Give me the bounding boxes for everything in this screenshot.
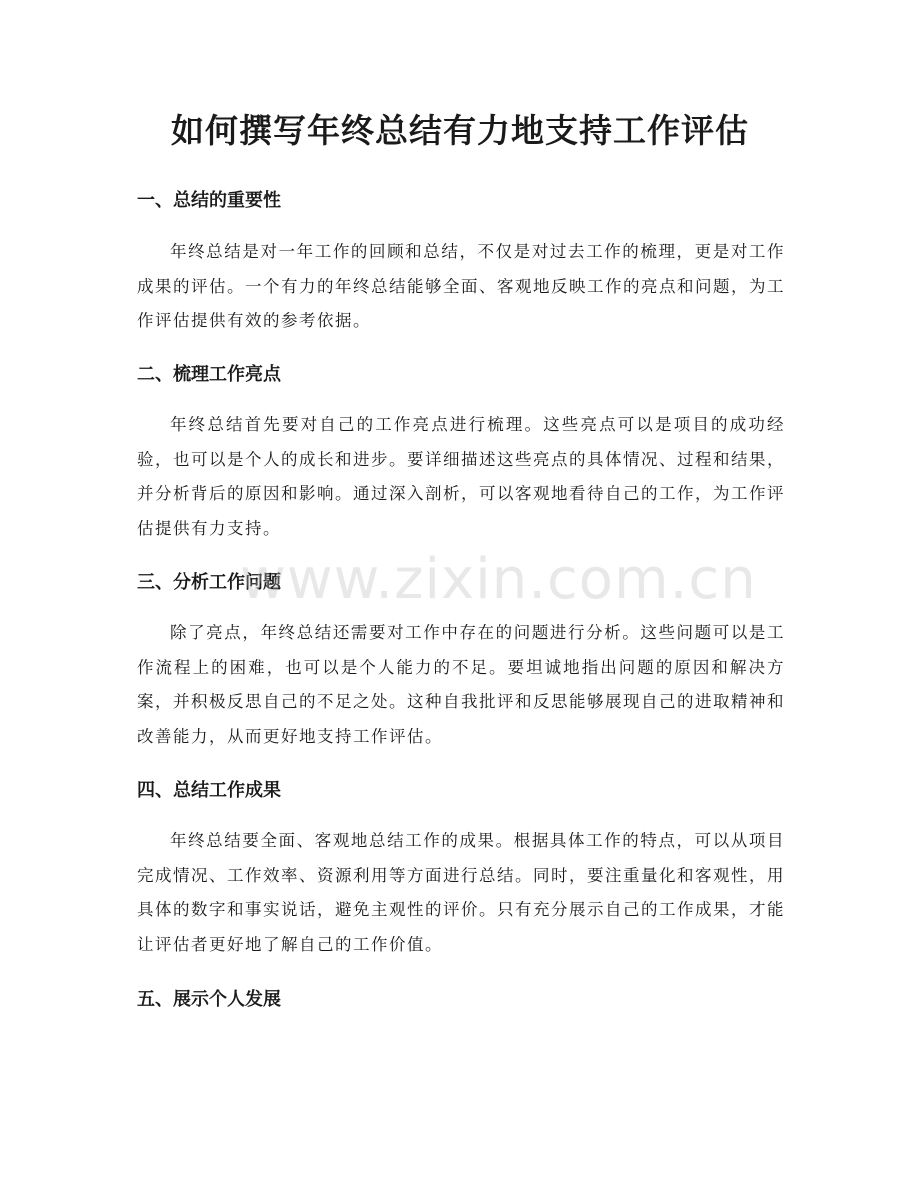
- section-heading-2: 二、梳理工作亮点: [137, 364, 281, 385]
- section-paragraph-2: 年终总结首先要对自己的工作亮点进行梳理。这些亮点可以是项目的成功经验，也可以是个人的成长和进步。要详细描述这些亮点的具体情况、过程和结果，并分析背后的原因和影响。通过深入剖析，可以客观地看待自己的工作，为工作评估提供有力支持。: [137, 415, 785, 538]
- section-heading-5: 五、展示个人发展: [137, 989, 281, 1010]
- section-heading-4: 四、总结工作成果: [137, 780, 281, 801]
- watermark: www.zixin.com.cn: [240, 547, 757, 612]
- section-heading-3: 三、分析工作问题: [137, 572, 281, 593]
- section-paragraph-3: 除了亮点，年终总结还需要对工作中存在的问题进行分析。这些问题可以是工作流程上的困难，也可以是个人能力的不足。要坦诚地指出问题的原因和解决方案，并积极反思自己的不足之处。这种自我批评和反思能够展现自己的进取精神和改善能力，从而更好地支持工作评估。: [137, 623, 785, 746]
- section-heading-1: 一、总结的重要性: [137, 190, 281, 211]
- section-paragraph-1: 年终总结是对一年工作的回顾和总结，不仅是对过去工作的梳理，更是对工作成果的评估。一个有力的年终总结能够全面、客观地反映工作的亮点和问题，为工作评估提供有效的参考依据。: [137, 242, 785, 330]
- section-paragraph-4: 年终总结要全面、客观地总结工作的成果。根据具体工作的特点，可以从项目完成情况、工作效率、资源利用等方面进行总结。同时，要注重量化和客观性，用具体的数字和事实说话，避免主观性的评价。只有充分展示自己的工作成果，才能让评估者更好地了解自己的工作价值。: [137, 831, 785, 954]
- document-title: 如何撰写年终总结有力地支持工作评估: [171, 111, 749, 150]
